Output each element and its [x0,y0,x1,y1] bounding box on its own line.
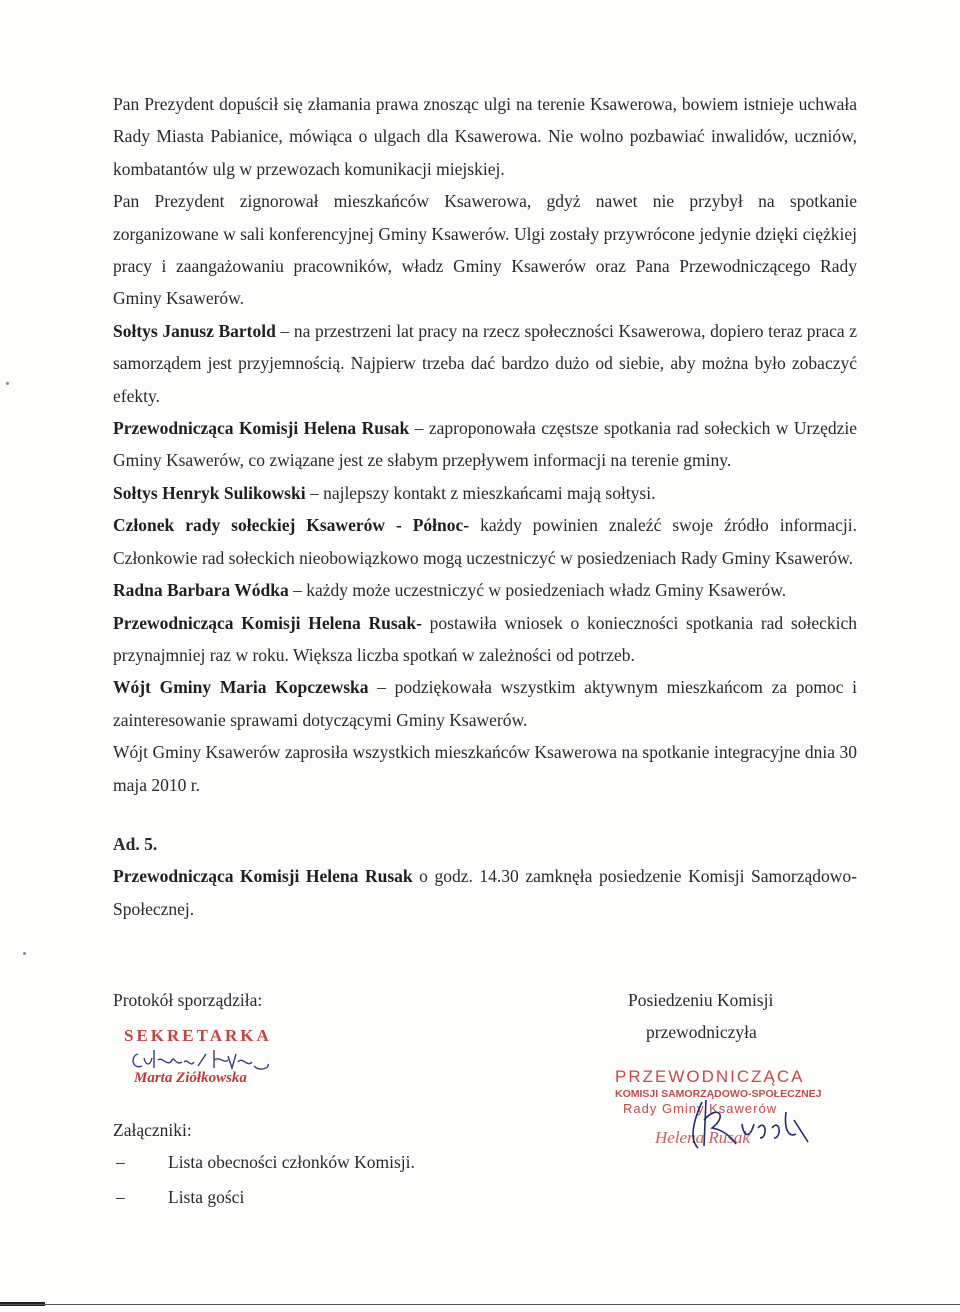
paragraph-text: postawiła wniosek o konieczności spotkania rad sołeckich przynajmniej raz w roku. Większa liczba spotkań w zależności od potrzeb. [113,612,857,665]
scan-dot [23,952,26,955]
paragraph-text: – najlepszy kontakt z mieszkańcami mają sołtysi. [305,482,656,503]
paragraph-3 [113,315,857,412]
speaker-name: Wójt Gminy Maria Kopczewska [113,677,369,698]
stamp-sekretarka: SEKRETARKA [124,1026,272,1045]
body-text [113,88,857,925]
speaker-name: Przewodnicząca Komisji Helena Rusak [113,866,413,887]
speaker-name: Przewodnicząca Komisji Helena Rusak- [113,612,422,633]
protokol-label: Protokół sporządziła: [113,990,263,1010]
stamp-przewodniczaca: PRZEWODNICZĄCA [615,1067,805,1086]
scan-bottom-line [0,1304,960,1305]
posiedzeniu-label-2: przewodniczyła [646,1022,757,1042]
attachment-dash: – [116,1187,125,1207]
attachment-dash: – [116,1152,125,1172]
scan-dot [6,382,9,385]
posiedzeniu-label-1: Posiedzeniu Komisji [628,990,774,1010]
paragraph-text: – na przestrzeni lat pracy na rzecz społeczności Ksawerowa, dopiero teraz praca z samorządem jest przyjemnością. Najpierw trzeba dać bardzo dużo od siebie, aby można było zobaczyć efekty. [113,320,857,406]
paragraph-6 [113,509,857,574]
zalaczniki-label: Załączniki: [113,1120,192,1140]
stamp-rady: Rady Gminy Ksawerów [623,1101,778,1116]
paragraph-4 [113,412,857,477]
speaker-name: Sołtys Janusz Bartold [113,320,276,341]
paragraph-1 [113,88,857,185]
attachment-item: Lista obecności członków Komisji. [168,1152,415,1172]
paragraph-text: o godz. 14.30 zamknęła posiedzenie Komisji Samorządowo- Społecznej. [113,866,857,919]
attachment-item: Lista gości [168,1187,245,1207]
paragraph-7 [113,574,857,606]
speaker-name: Radna Barbara Wódka [113,580,289,601]
stamp-sekretarka-name: Marta Ziółkowska [134,1070,247,1086]
paragraph-text: – zaproponowała częstsze spotkania rad sołeckich w Urzędzie Gminy Ksawerów, co związane jest ze słabym przepływem informacji na terenie gminy. [113,418,857,471]
paragraph-text: – każdy może uczestniczyć w posiedzeniach władz Gminy Ksawerów. [288,580,787,601]
paragraph-ad5 [113,860,857,925]
paragraph-10 [113,736,857,801]
stamp-helena: Helena Rusak [655,1128,750,1147]
paragraph-9 [113,671,857,736]
signature-przewodniczaca [662,1094,832,1154]
paragraph-8 [113,607,857,672]
paragraph-5 [113,477,857,509]
paragraph-text: Wójt Gminy Ksawerów zaprosiła wszystkich mieszkańców Ksawerowa na spotkanie integracyjne dnia 30 maja 2010 r. [113,742,857,795]
stamp-komisji: KOMISJI SAMORZĄDOWO-SPOŁECZNEJ [615,1088,822,1100]
spacer [113,801,857,828]
speaker-name: Członek rady sołeckiej Ksawerów - Północ- [113,515,470,536]
paragraph-text: Pan Prezydent zignorował mieszkańców Ksawerowa, gdyż nawet nie przybył na spotkanie zorganizowane w sali konferencyjnej Gminy Ksawerów. Ulgi zostały przywrócone jedynie dzięki ciężkiej pracy i zaangażowaniu pracowników, władz Gminy Ksawerów oraz Pana Przewodniczącego Rady Gminy Ksawerów. [113,191,857,309]
paragraph-2 [113,185,857,315]
speaker-name: Przewodnicząca Komisji Helena Rusak [113,418,410,439]
paragraph-text: każdy powinien znaleźć swoje źródło informacji. Członkowie rad sołeckich nieobowiązkowo mogą uczestniczyć w posiedzeniach Rady Gminy Ksawerów. [113,515,857,568]
paragraph-text: Pan Prezydent dopuścił się złamania prawa znosząc ulgi na terenie Ksawerowa, bowiem istnieje uchwała Rady Miasta Pabianice, mówiąca o ulgach dla Ksawerowa. Nie wolno pozbawiać inwalidów, uczniów, kombatantów ulg w przewozach komunikacji miejskiej. [113,94,857,179]
speaker-name: Sołtys Henryk Sulikowski [113,482,306,503]
paragraph-text: – podziękowała wszystkim aktywnym mieszkańcom za pomoc i zainteresowanie sprawami dotyczącymi Gminy Ksawerów. [113,677,857,730]
section-heading: Ad. 5. [113,833,158,854]
